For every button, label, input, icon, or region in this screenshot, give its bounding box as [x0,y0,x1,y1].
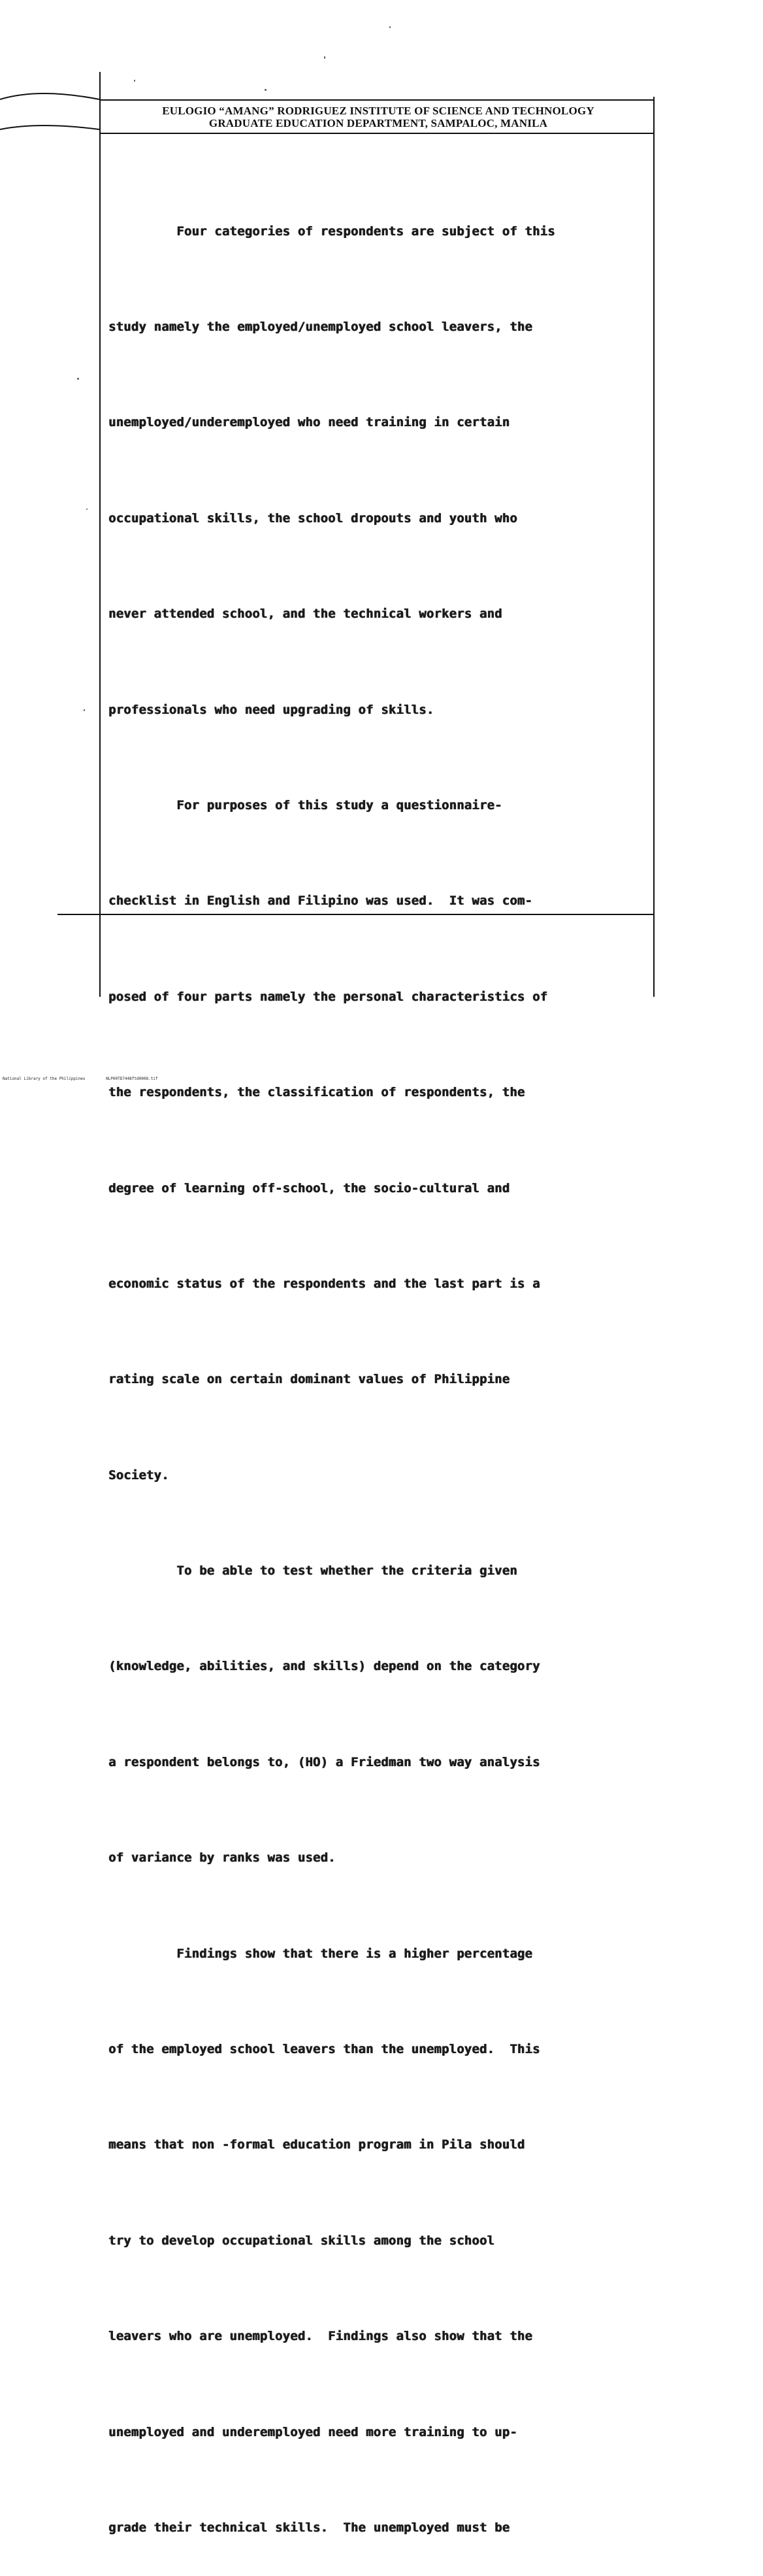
body-line: of the employed school leavers than the unemployed. This [108,2042,540,2057]
body-line: To be able to test whether the criteria given [108,1564,517,1579]
body-line: economic status of the respondents and the last part is a [108,1276,540,1291]
body-line: means that non -formal education program in Pila should [108,2137,525,2152]
institution-header [105,105,652,129]
body-line: Four categories of respondents are subject of this [108,224,555,239]
body-line: unemployed/underemployed who need training in certain [108,415,510,430]
typed-body-text [108,152,657,2576]
body-line: Findings show that there is a higher percentage [108,1946,532,1961]
body-line: Society. [108,1467,169,1482]
body-line: posed of four parts namely the personal characteristics of [108,989,548,1004]
body-line: of variance by ranks was used. [108,1850,336,1865]
scan-edge-marks [0,85,105,137]
header-line-2: GRADUATE EDUCATION DEPARTMENT, SAMPALOC, MANILA [208,117,548,129]
body-line: grade their technical skills. The unemployed must be [108,2520,510,2535]
header-top-rule [99,99,655,101]
body-line: leavers who are unemployed. Findings also show that the [108,2329,532,2344]
library-name: National Library of the Philippines [3,1077,86,1081]
body-line: try to develop occupational skills among the school [108,2233,495,2248]
file-name: NLP00TD7448ftd0008.tif [106,1077,158,1081]
body-line: (knowledge, abilities, and skills) depend on the category [108,1659,540,1674]
left-margin-line [99,72,101,997]
body-line: rating scale on certain dominant values of Philippine [108,1372,510,1387]
body-line: study namely the employed/unemployed school leavers, the [108,319,532,334]
body-line: professionals who need upgrading of skills. [108,702,434,717]
body-line: a respondent belongs to, (HO) a Friedman two way analysis [108,1754,540,1769]
body-line: degree of learning off-school, the socio-cultural and [108,1180,510,1196]
body-line: the respondents, the classification of respondents, the [108,1085,525,1100]
body-line: checklist in English and Filipino was used. It was com- [108,894,532,909]
body-line: never attended school, and the technical workers and [108,607,502,622]
body-line: unemployed and underemployed need more training to up- [108,2424,517,2439]
body-line: For purposes of this study a questionnaire- [108,797,502,812]
header-bottom-rule [99,133,655,134]
body-line: occupational skills, the school dropouts and youth who [108,510,517,526]
scan-footer-caption [3,1077,176,1081]
header-line-1: EULOGIO “AMANG” RODRIGUEZ INSTITUTE OF SCIENCE AND TECHNOLOGY [162,105,594,117]
